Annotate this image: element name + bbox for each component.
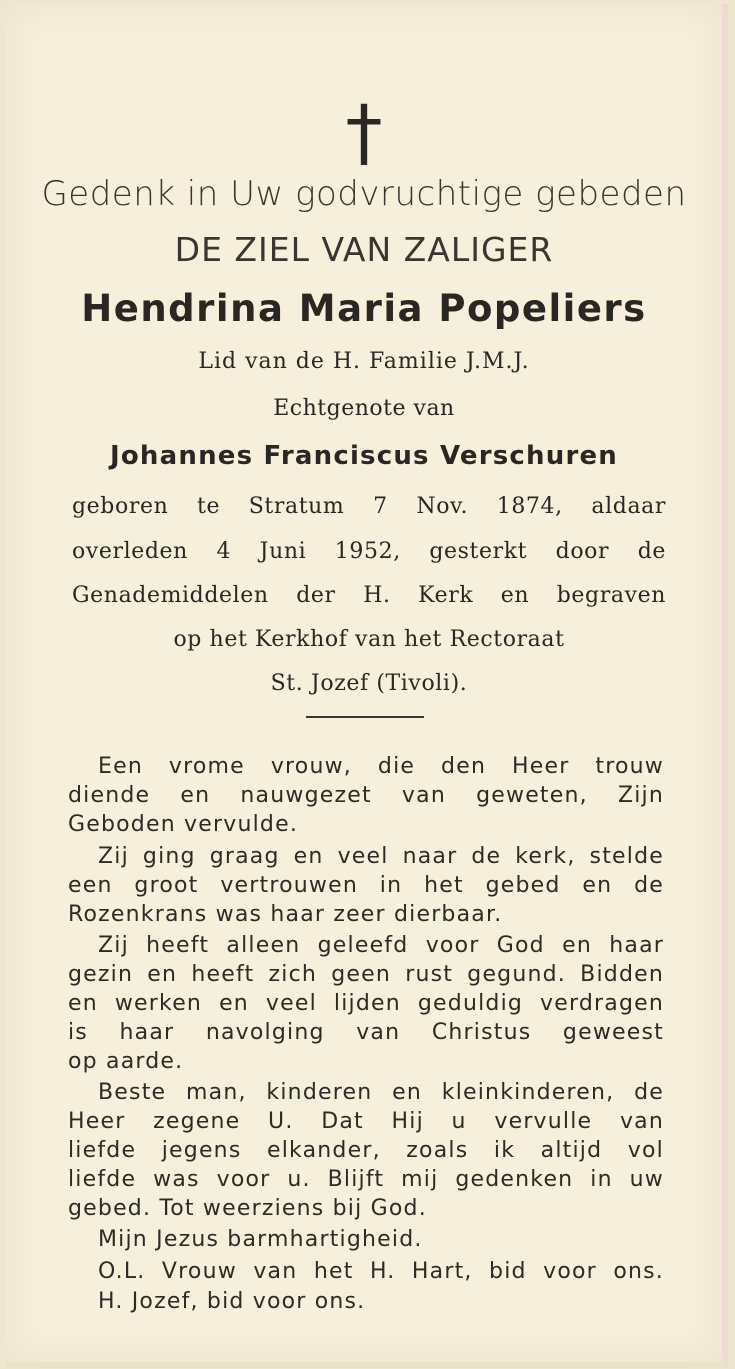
prayer-line-9: en werken en veel lijden geduldig verdragen [68, 991, 664, 1016]
membership-line: Lid van de H. Familie J.M.J. [198, 349, 530, 374]
prayer-line-1: Een vrome vrouw, die den Heer trouw [98, 754, 664, 779]
prayer-line-11: op aarde. [68, 1049, 184, 1074]
invocation-line: Gedenk in Uw godvruchtige gebeden [41, 174, 687, 214]
prayer-line-19: H. Jozef, bid voor ons. [98, 1289, 366, 1314]
memorial-card [6, 4, 728, 1368]
bio-line-2: overleden 4 Juni 1952, gesterkt door de [72, 539, 666, 564]
prayer-line-6: Rozenkrans was haar zeer dierbaar. [68, 902, 503, 927]
cross-icon: † [345, 90, 383, 176]
prayer-line-13: Heer zegene U. Dat Hij u vervulle van [68, 1109, 664, 1134]
prayer-line-14: liefde jegens elkander, zoals ik altijd vol [68, 1138, 664, 1163]
divider-line [306, 716, 424, 718]
bio-line-1: geboren te Stratum 7 Nov. 1874, aldaar [72, 494, 666, 519]
prayer-line-4: Zij ging graag en veel naar de kerk, stelde [98, 844, 664, 869]
prayer-line-8: gezin en heeft zich geen rust gegund. Bidden [68, 962, 664, 987]
prayer-line-2: diende en nauwgezet van geweten, Zijn [68, 783, 664, 808]
soul-of-line: DE ZIEL VAN ZALIGER [174, 230, 554, 269]
prayer-line-5: een groot vertrouwen in het gebed en de [68, 873, 664, 898]
prayer-line-3: Geboden vervulde. [68, 812, 299, 837]
prayer-line-15: liefde was voor u. Blijft mij gedenken in uw [68, 1167, 664, 1192]
bio-line-3: Genademiddelen der H. Kerk en begraven [72, 583, 666, 608]
spouse-name: Johannes Franciscus Verschuren [109, 441, 619, 471]
prayer-line-12: Beste man, kinderen en kleinkinderen, de [98, 1080, 664, 1105]
prayer-line-18: O.L. Vrouw van het H. Hart, bid voor ons. [98, 1259, 664, 1284]
prayer-line-10: is haar navolging van Christus geweest [68, 1020, 664, 1045]
bio-line-5: St. Jozef (Tivoli). [270, 671, 468, 696]
prayer-line-16: gebed. Tot weerziens bij God. [68, 1196, 427, 1221]
deceased-name: Hendrina Maria Popeliers [81, 287, 647, 330]
prayer-line-17: Mijn Jezus barmhartigheid. [98, 1227, 423, 1252]
spouse-label: Echtgenote van [273, 396, 455, 421]
prayer-line-7: Zij heeft alleen geleefd voor God en haar [98, 933, 664, 958]
bio-line-4: op het Kerkhof van het Rectoraat [173, 627, 565, 652]
